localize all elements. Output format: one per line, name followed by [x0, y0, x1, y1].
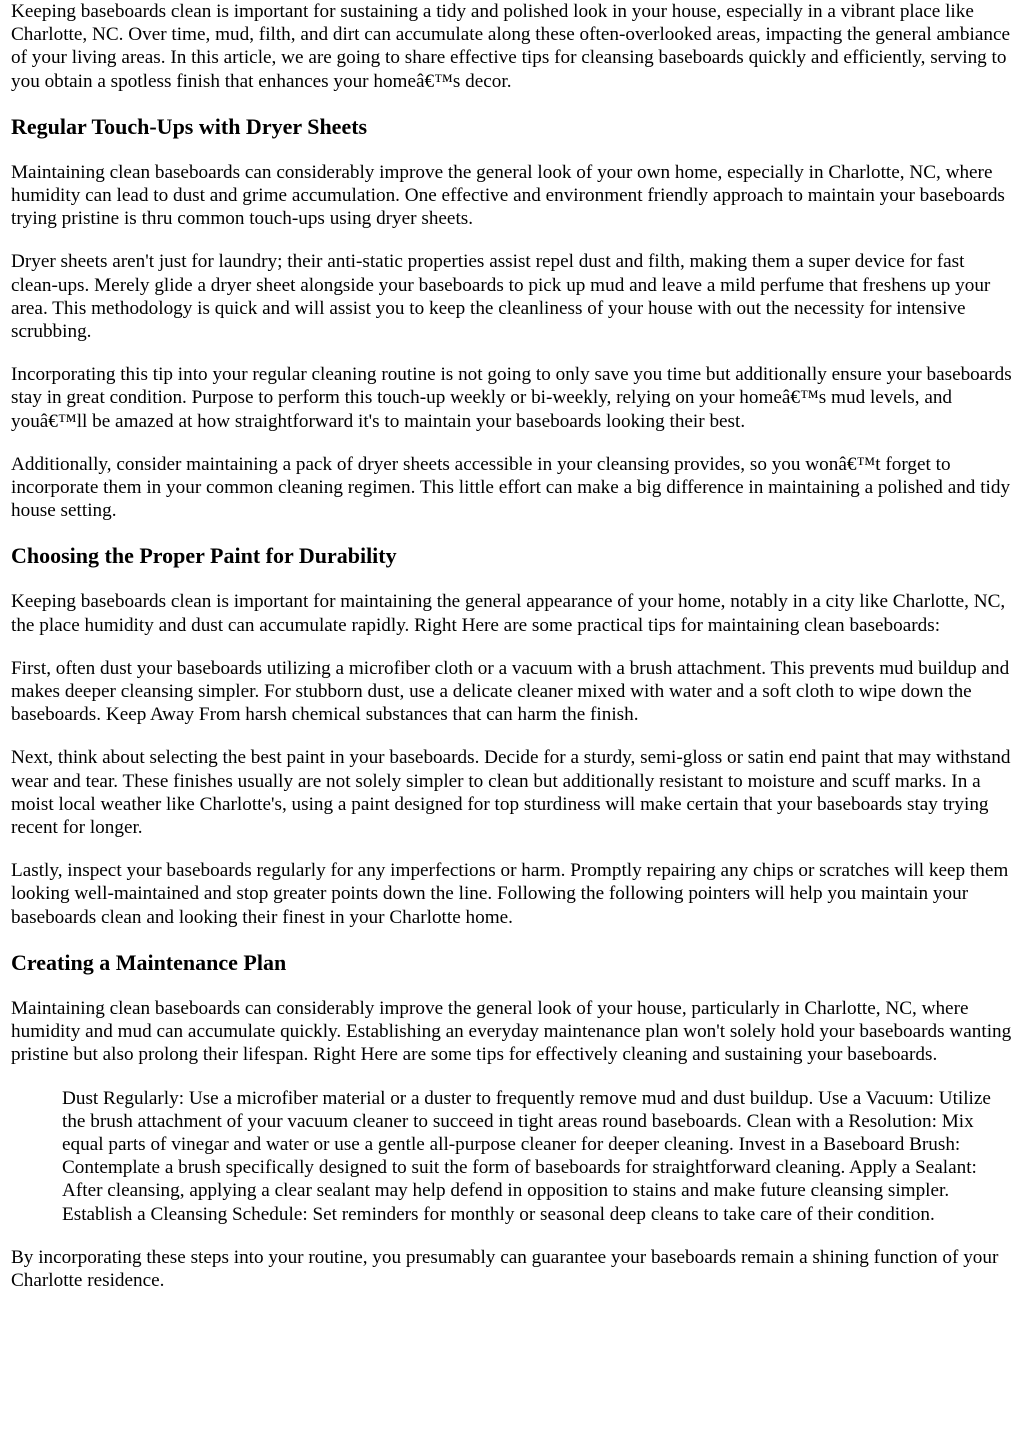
- section-heading-maintenance-plan: Creating a Maintenance Plan: [11, 949, 287, 975]
- paragraph: First, often dust your baseboards utilizing a microfiber cloth or a vacuum with a brush attachment. This prevents mud buildup and makes deeper cleansing simpler. For stubborn dust, use a delicate cleaner mixed with water and a soft cloth to wipe down the baseboards. Keep Away From harsh chemical substances that can harm the finish.: [11, 657, 1010, 726]
- section-heading-dryer-sheets: Regular Touch-Ups with Dryer Sheets: [11, 113, 368, 139]
- paragraph: Additionally, consider maintaining a pack of dryer sheets accessible in your cleansing provides, so you wonâ€™t forget to incorporate them in your common cleaning regimen. This little effort can make a big difference in maintaining a polished and tidy house setting.: [11, 453, 1011, 522]
- paragraph: Keeping baseboards clean is important for maintaining the general appearance of your home, notably in a city like Charlotte, NC, the place humidity and dust can accumulate rapidly. Right Here are some practical tips for maintaining clean baseboards:: [11, 591, 1006, 636]
- paragraph: Maintaining clean baseboards can considerably improve the general look of your house, particularly in Charlotte, NC, where humidity and mud can accumulate quickly. Establishing an everyday maintenance plan won't solely hold your baseboards wanting pristine but also prolong their lifespan. Right Here are some tips for effectively cleaning and sustaining your baseboards.: [11, 997, 1012, 1066]
- closing-paragraph: By incorporating these steps into your routine, you presumably can guarantee your baseboards remain a shining function of your Charlotte residence.: [11, 1246, 999, 1291]
- tips-blockquote: Dust Regularly: Use a microfiber material or a duster to frequently remove mud and dust buildup. Use a Vacuum: Utilize the brush attachment of your vacuum cleaner to succeed in tight areas round baseboards. Clean with a Resolution: Mix equal parts of vinegar and water or use a gentle all-purpose cleaner for deeper cleaning. Invest in a Baseboard Brush: Contemplate a brush specifically designed to suit the form of baseboards for straightforward cleaning. Apply a Sealant: After cleansing, applying a clear sealant may help defend in opposition to stains and make future cleansing simpler. Establish a Cleansing Schedule: Set reminders for monthly or seasonal deep cleans to take care of their condition.: [62, 1087, 991, 1225]
- paragraph: Dryer sheets aren't just for laundry; their anti-static properties assist repel dust and filth, making them a super device for fast clean-ups. Merely glide a dryer sheet alongside your baseboards to pick up mud and leave a mild perfume that freshens up your area. This methodology is quick and will assist you to keep the cleanliness of your house with out the necessity for intensive scrubbing.: [11, 251, 991, 343]
- intro-paragraph: Keeping baseboards clean is important for sustaining a tidy and polished look in your house, especially in a vibrant place like Charlotte, NC. Over time, mud, filth, and dirt can accumulate along these often-overlooked areas, impacting the general ambiance of your living areas. In this article, we are going to share effective tips for cleansing baseboards quickly and efficiently, serving to you obtain a spotless finish that enhances your homeâ€™s decor.: [11, 1, 1010, 92]
- section-heading-paint: Choosing the Proper Paint for Durability: [11, 543, 397, 569]
- paragraph: Next, think about selecting the best paint in your baseboards. Decide for a sturdy, semi-gloss or satin end paint that may withstand wear and tear. These finishes usually are not solely simpler to clean but additionally resistant to moisture and scuff marks. In a moist local weather like Charlotte's, using a paint designed for top sturdiness will make certain that your baseboards stay trying recent for longer.: [11, 747, 1011, 839]
- paragraph: Maintaining clean baseboards can considerably improve the general look of your own home, especially in Charlotte, NC, where humidity can lead to dust and grime accumulation. One effective and environment friendly approach to maintain your baseboards trying pristine is thru common touch-ups using dryer sheets.: [11, 161, 1005, 230]
- paragraph: Lastly, inspect your baseboards regularly for any imperfections or harm. Promptly repairing any chips or scratches will keep them looking well-maintained and stop greater points down the line. Following the following pointers will help you maintain your baseboards clean and looking their finest in your Charlotte home.: [11, 860, 1009, 928]
- paragraph: Incorporating this tip into your regular cleaning routine is not going to only save you time but additionally ensure your baseboards stay in great condition. Purpose to perform this touch-up weekly or bi-weekly, relying on your homeâ€™s mud levels, and youâ€™ll be amazed at how straightforward it's to maintain your baseboards looking their best.: [11, 364, 1012, 432]
